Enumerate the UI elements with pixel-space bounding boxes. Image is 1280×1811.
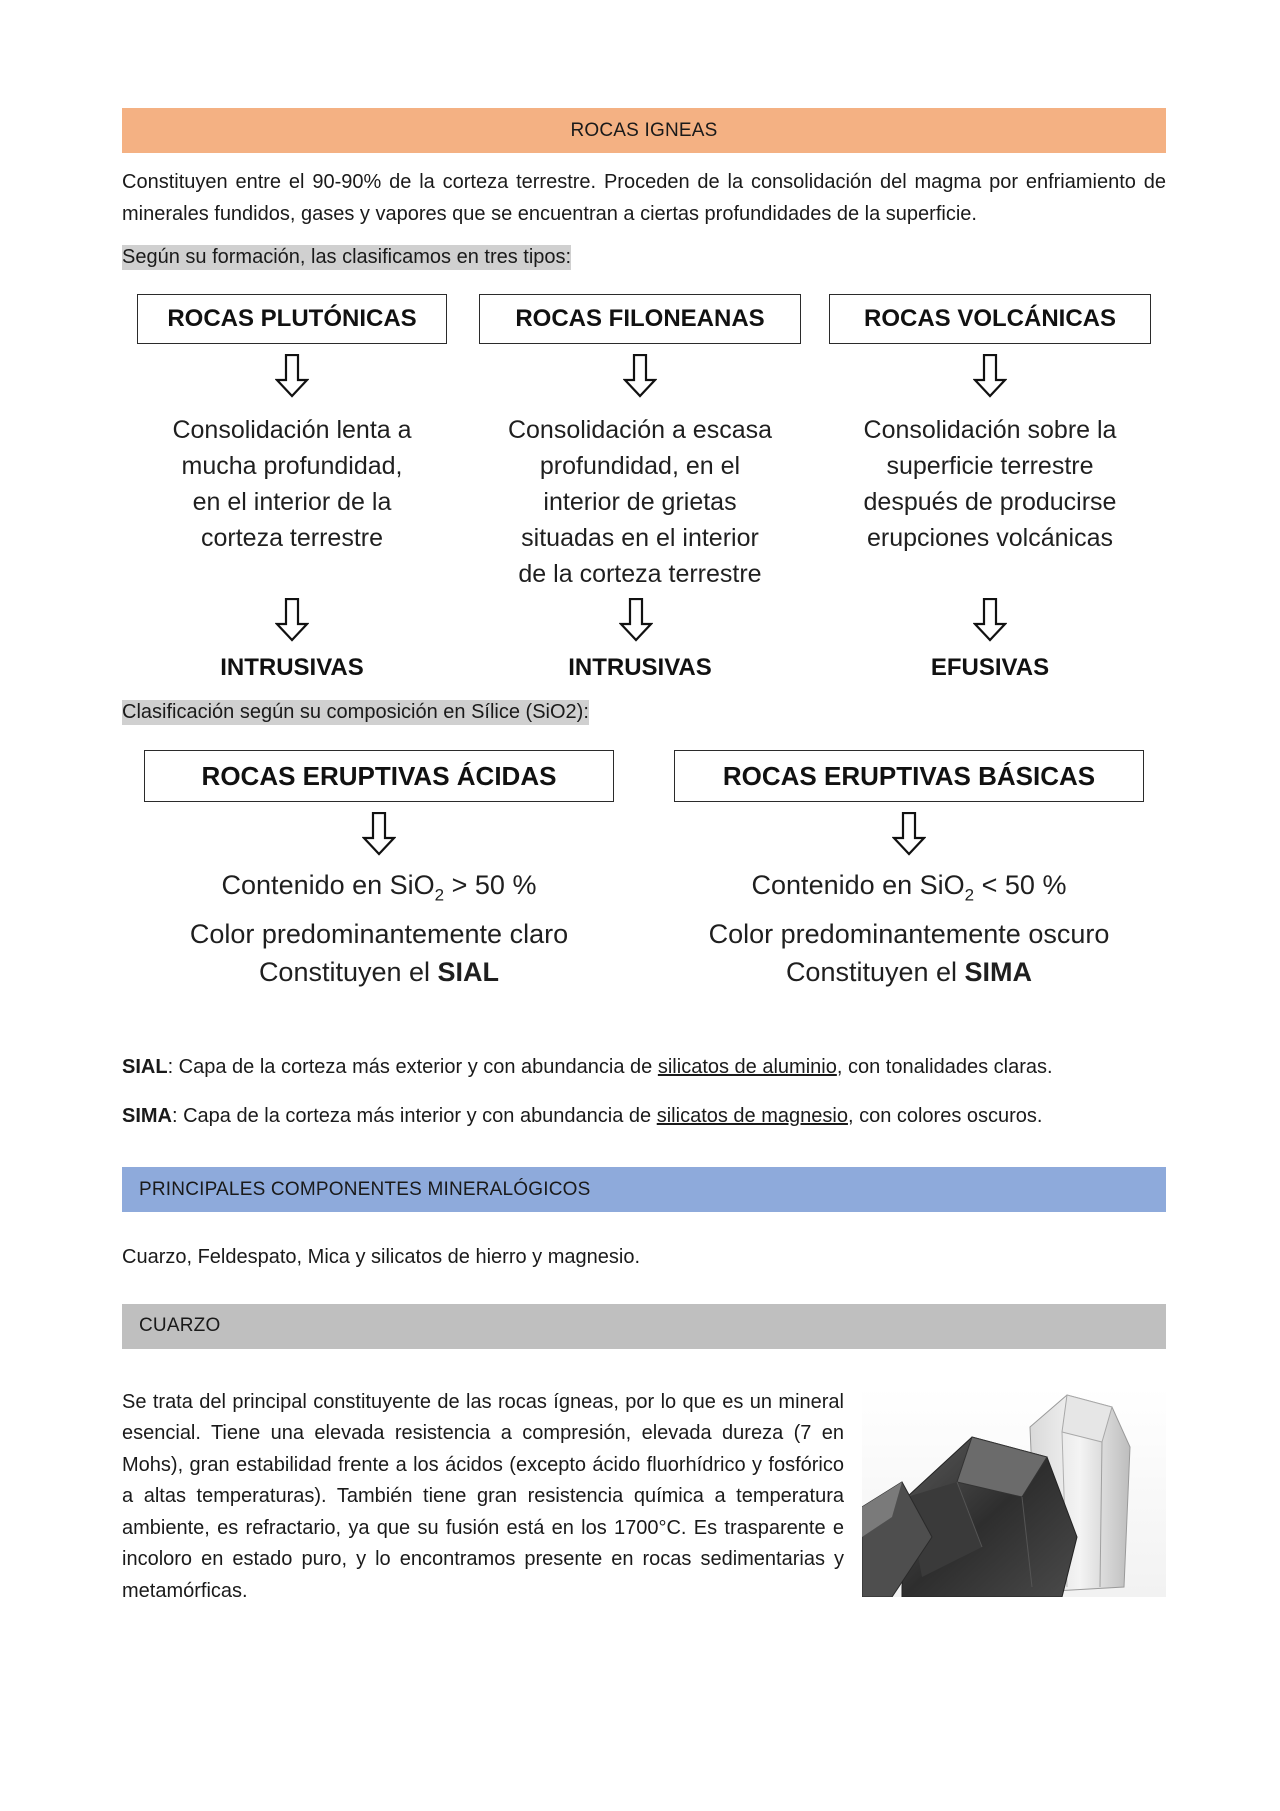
down-arrow-icon xyxy=(362,812,396,856)
formation-col-filoneanas xyxy=(479,294,801,689)
constitute-term: SIAL xyxy=(437,957,500,988)
definition-underlined: silicatos de aluminio xyxy=(657,1056,837,1078)
formation-result: INTRUSIVAS xyxy=(568,653,712,681)
content-suffix: < 50 % xyxy=(974,870,1067,900)
silica-box: ROCAS ERUPTIVAS BÁSICAS xyxy=(674,750,1144,802)
document-page xyxy=(122,108,1166,1617)
silica-box: ROCAS ERUPTIVAS ÁCIDAS xyxy=(144,750,614,802)
silica-desc xyxy=(144,866,614,992)
silica-label xyxy=(122,697,1166,729)
definition-sial xyxy=(122,1052,1166,1082)
desc-line: mucha profundidad, xyxy=(181,451,403,480)
cuarzo-paragraph: Se trata del principal constituyente de las rocas ígneas, por lo que es un mineral esencial. Tiene una elevada resistencia a compresión, elevada dureza (7 en Mohs), gran estabilidad frente a los ácidos (excepto ácido fluorhídrico y fosfórico a altas temperaturas). También tiene gran resistencia química a temperatura ambiente, es refractario, ya que su fusión está en los 1700°C. Es trasparente e incoloro en estado puro, y lo encontramos presente en rocas sedimentarias y metamórficas. xyxy=(122,1390,844,1602)
formation-result: INTRUSIVAS xyxy=(220,653,364,681)
formation-col-plutonicas xyxy=(137,294,447,689)
definition-sima xyxy=(122,1101,1166,1131)
section-header-cuarzo xyxy=(122,1304,1166,1349)
down-arrow-icon xyxy=(892,812,926,856)
constitute-prefix: Constituyen el xyxy=(258,957,438,988)
quartz-crystal-image xyxy=(862,1387,1166,1597)
formation-result: EFUSIVAS xyxy=(930,653,1050,681)
section-title: PRINCIPALES COMPONENTES MINERALÓGICOS xyxy=(139,1178,591,1200)
formation-diagram xyxy=(122,294,1166,689)
content-sub: 2 xyxy=(964,885,975,905)
section-header-rocas-igneas xyxy=(122,108,1166,153)
color-line: Color predominantemente oscuro xyxy=(708,918,1110,949)
silica-col-basicas xyxy=(674,750,1144,992)
definition-before: : Capa de la corteza más interior y con abundancia de xyxy=(172,1105,657,1127)
desc-line: Consolidación a escasa xyxy=(507,415,773,444)
content-line xyxy=(144,866,614,915)
content-sub: 2 xyxy=(434,885,445,905)
section-header-minerales xyxy=(122,1167,1166,1212)
formation-box: ROCAS PLUTÓNICAS xyxy=(137,294,447,344)
formation-label xyxy=(122,242,1166,274)
definition-underlined: silicatos de magnesio xyxy=(656,1105,848,1127)
formation-box: ROCAS FILONEANAS xyxy=(479,294,801,344)
intro-paragraph: Constituyen entre el 90-90% de la corteza terrestre. Proceden de la consolidación del magma por enfriamiento de minerales fundidos, gases y vapores que se encuentran a ciertas profundidades de la superficie. xyxy=(122,171,1166,225)
definition-before: : Capa de la corteza más exterior y con abundancia de xyxy=(167,1056,658,1078)
desc-line: profundidad, en el xyxy=(539,451,741,480)
constitute-line xyxy=(144,953,614,992)
content-line xyxy=(674,866,1144,915)
down-arrow-icon xyxy=(973,354,1007,398)
silica-diagram xyxy=(122,750,1166,1030)
definition-after: , con tonalidades claras. xyxy=(836,1056,1053,1078)
formation-desc xyxy=(479,412,801,592)
desc-line: Consolidación lenta a xyxy=(172,415,412,444)
section-title: ROCAS IGNEAS xyxy=(570,119,718,141)
content-prefix: Contenido en SiO xyxy=(751,870,965,900)
formation-desc xyxy=(829,412,1151,556)
desc-line: situadas en el interior xyxy=(521,523,759,552)
color-line: Color predominantemente claro xyxy=(189,918,569,949)
desc-line: interior de grietas xyxy=(543,487,737,516)
cuarzo-content xyxy=(122,1387,1166,1617)
desc-line: erupciones volcánicas xyxy=(867,523,1113,552)
down-arrow-icon xyxy=(619,598,653,642)
down-arrow-icon xyxy=(973,598,1007,642)
constitute-term: SIMA xyxy=(964,957,1033,988)
content-prefix: Contenido en SiO xyxy=(221,870,435,900)
desc-line: Consolidación sobre la xyxy=(863,415,1117,444)
silica-col-acidas xyxy=(144,750,614,992)
down-arrow-icon xyxy=(623,354,657,398)
definition-term: SIAL xyxy=(122,1056,168,1078)
content-suffix: > 50 % xyxy=(444,870,537,900)
desc-line: en el interior de la xyxy=(192,487,392,516)
desc-line: después de producirse xyxy=(863,487,1117,516)
silica-label-text: Clasificación según su composición en Sílice (SiO2): xyxy=(122,700,589,723)
formation-label-text: Según su formación, las clasificamos en tres tipos: xyxy=(122,246,572,268)
minerals-paragraph: Cuarzo, Feldespato, Mica y silicatos de hierro y magnesio. xyxy=(122,1246,641,1268)
definition-term: SIMA xyxy=(122,1105,172,1127)
desc-line: de la corteza terrestre xyxy=(518,559,762,588)
down-arrow-icon xyxy=(275,598,309,642)
constitute-line xyxy=(674,953,1144,992)
formation-box: ROCAS VOLCÁNICAS xyxy=(829,294,1151,344)
desc-line: corteza terrestre xyxy=(200,523,383,552)
formation-col-volcanicas xyxy=(829,294,1151,689)
formation-desc xyxy=(137,412,447,556)
constitute-prefix: Constituyen el xyxy=(785,957,965,988)
desc-line: superficie terrestre xyxy=(886,451,1094,480)
silica-desc xyxy=(674,866,1144,992)
down-arrow-icon xyxy=(275,354,309,398)
section-title: CUARZO xyxy=(139,1315,221,1336)
definition-after: , con colores oscuros. xyxy=(847,1105,1043,1127)
